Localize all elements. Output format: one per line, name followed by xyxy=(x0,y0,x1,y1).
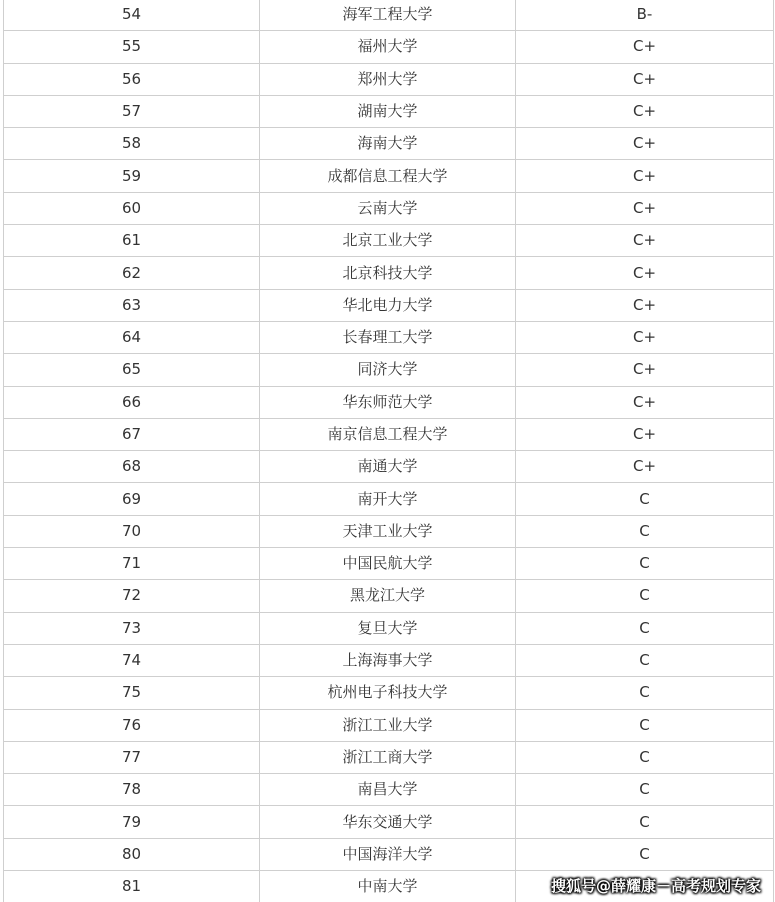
rank-cell: 77 xyxy=(4,741,260,773)
grade-cell: C xyxy=(516,709,774,741)
table-row xyxy=(4,838,774,870)
rank-cell: 55 xyxy=(4,31,260,63)
table-row xyxy=(4,515,774,547)
grade-cell: C+ xyxy=(516,257,774,289)
grade-cell: C+ xyxy=(516,225,774,257)
rank-cell: 60 xyxy=(4,192,260,224)
university-name-cell: 南京信息工程大学 xyxy=(260,418,516,450)
grade-cell: C xyxy=(516,677,774,709)
grade-cell: C+ xyxy=(516,128,774,160)
university-name-cell: 华北电力大学 xyxy=(260,289,516,321)
rank-cell: 75 xyxy=(4,677,260,709)
rank-cell: 73 xyxy=(4,612,260,644)
table-row xyxy=(4,63,774,95)
table-row xyxy=(4,677,774,709)
university-name-cell: 浙江工商大学 xyxy=(260,741,516,773)
table-row xyxy=(4,548,774,580)
university-name-cell: 南开大学 xyxy=(260,483,516,515)
university-name-cell: 海军工程大学 xyxy=(260,0,516,31)
grade-cell: C xyxy=(516,612,774,644)
watermark-text: 搜狐号@薛耀康－高考规划专家 xyxy=(550,877,761,895)
table-row xyxy=(4,95,774,127)
grade-cell: C xyxy=(516,548,774,580)
rank-cell: 65 xyxy=(4,354,260,386)
table-row xyxy=(4,128,774,160)
university-name-cell: 中国民航大学 xyxy=(260,548,516,580)
rank-cell: 56 xyxy=(4,63,260,95)
table-row xyxy=(4,31,774,63)
rank-cell: 58 xyxy=(4,128,260,160)
grade-cell: C+ xyxy=(516,289,774,321)
grade-cell: C+ xyxy=(516,160,774,192)
rank-cell: 81 xyxy=(4,871,260,902)
university-name-cell: 长春理工大学 xyxy=(260,321,516,353)
grade-cell: C xyxy=(516,483,774,515)
rank-cell: 74 xyxy=(4,644,260,676)
rank-cell: 54 xyxy=(4,0,260,31)
grade-cell: B- xyxy=(516,0,774,31)
grade-cell: C xyxy=(516,806,774,838)
grade-cell xyxy=(516,871,774,902)
rank-cell: 71 xyxy=(4,548,260,580)
table-row xyxy=(4,0,774,31)
table-row xyxy=(4,160,774,192)
table-row xyxy=(4,806,774,838)
university-name-cell: 杭州电子科技大学 xyxy=(260,677,516,709)
grade-cell: C+ xyxy=(516,192,774,224)
table-row xyxy=(4,709,774,741)
ranking-table xyxy=(3,0,774,902)
table-row xyxy=(4,354,774,386)
table-row xyxy=(4,225,774,257)
university-name-cell: 华东师范大学 xyxy=(260,386,516,418)
grade-cell: C xyxy=(516,774,774,806)
grade-cell: C xyxy=(516,515,774,547)
rank-cell: 67 xyxy=(4,418,260,450)
grade-cell: C+ xyxy=(516,31,774,63)
grade-cell: C+ xyxy=(516,354,774,386)
university-name-cell: 浙江工业大学 xyxy=(260,709,516,741)
university-name-cell: 上海海事大学 xyxy=(260,644,516,676)
university-name-cell: 南通大学 xyxy=(260,451,516,483)
rank-cell: 57 xyxy=(4,95,260,127)
grade-cell: C+ xyxy=(516,63,774,95)
grade-cell: C xyxy=(516,644,774,676)
table-row xyxy=(4,580,774,612)
rank-cell: 70 xyxy=(4,515,260,547)
university-name-cell: 北京科技大学 xyxy=(260,257,516,289)
grade-cell: C+ xyxy=(516,418,774,450)
rank-cell: 62 xyxy=(4,257,260,289)
university-name-cell: 天津工业大学 xyxy=(260,515,516,547)
university-name-cell: 华东交通大学 xyxy=(260,806,516,838)
university-name-cell: 海南大学 xyxy=(260,128,516,160)
university-name-cell: 北京工业大学 xyxy=(260,225,516,257)
table-row xyxy=(4,321,774,353)
table-row xyxy=(4,386,774,418)
grade-cell: C xyxy=(516,580,774,612)
rank-cell: 61 xyxy=(4,225,260,257)
rank-cell: 76 xyxy=(4,709,260,741)
grade-cell: C xyxy=(516,838,774,870)
table-row xyxy=(4,289,774,321)
grade-cell: C+ xyxy=(516,451,774,483)
table-row xyxy=(4,257,774,289)
university-name-cell: 中南大学 xyxy=(260,871,516,902)
university-name-cell: 黑龙江大学 xyxy=(260,580,516,612)
table-row xyxy=(4,612,774,644)
table-row xyxy=(4,418,774,450)
table-row xyxy=(4,192,774,224)
university-name-cell: 同济大学 xyxy=(260,354,516,386)
rank-cell: 69 xyxy=(4,483,260,515)
ranking-table-body xyxy=(4,0,774,902)
university-name-cell: 中国海洋大学 xyxy=(260,838,516,870)
rank-cell: 63 xyxy=(4,289,260,321)
grade-cell: C+ xyxy=(516,386,774,418)
university-name-cell: 复旦大学 xyxy=(260,612,516,644)
table-row xyxy=(4,644,774,676)
rank-cell: 78 xyxy=(4,774,260,806)
university-name-cell: 成都信息工程大学 xyxy=(260,160,516,192)
table-row xyxy=(4,774,774,806)
rank-cell: 72 xyxy=(4,580,260,612)
grade-cell: C+ xyxy=(516,321,774,353)
rank-cell: 80 xyxy=(4,838,260,870)
university-name-cell: 云南大学 xyxy=(260,192,516,224)
rank-cell: 66 xyxy=(4,386,260,418)
rank-cell: 79 xyxy=(4,806,260,838)
grade-cell: C+ xyxy=(516,95,774,127)
table-row xyxy=(4,451,774,483)
university-name-cell: 福州大学 xyxy=(260,31,516,63)
table-row xyxy=(4,741,774,773)
table-row xyxy=(4,483,774,515)
grade-cell: C xyxy=(516,741,774,773)
university-name-cell: 湖南大学 xyxy=(260,95,516,127)
rank-cell: 68 xyxy=(4,451,260,483)
rank-cell: 59 xyxy=(4,160,260,192)
university-name-cell: 南昌大学 xyxy=(260,774,516,806)
table-row xyxy=(4,871,774,902)
university-name-cell: 郑州大学 xyxy=(260,63,516,95)
rank-cell: 64 xyxy=(4,321,260,353)
